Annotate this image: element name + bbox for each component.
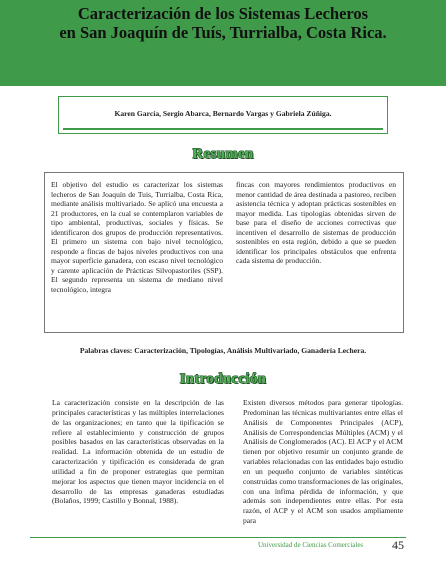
footer-university: Universidad de Ciencias Comerciales [258, 541, 364, 549]
abstract-left-column: El objetivo del estudio es caracterizar los sistemas lecheros de San Joaquín de Tuis, Turrialba, Costa Rica, mediante análisis multivariado. Se aplicó una encuesta a 21 productores, en la cual se contemplaron variables de tipo ambiental, productivas, sociales y físicas. Se identificaron dos grupos de producción representativos. El primero un sistema con bajo nivel tecnológico, responde a fincas de bajos niveles productivos con una mayor superficie ganadera, con escaso nivel tecnológico y carente aplicación de Prácticas Silvopastoriles (SSP). El segundo representa un sistema de mediano nivel tecnológico, integra [51, 180, 223, 295]
introduccion-heading: Introducción [179, 371, 267, 387]
authors: Karen García, Sergio Abarca, Bernardo Vargas y Gabriela Zúñiga. [114, 109, 332, 118]
keywords: Palabras claves: Caracterización, Tipologías, Análisis Multivariado, Ganadería Lechera. [79, 346, 367, 355]
footer-rule [30, 537, 406, 538]
page-number: 45 [392, 538, 404, 552]
title-line-1: Caracterización de los Sistemas Lecheros [77, 4, 369, 23]
intro-left-column: La caracterización consiste en la descripción de las principales características y las múltiples interrelaciones de las organizaciones; en tanto que la tipificación se refiere al establecimiento y construcción de grupos posibles basados en las características observadas en la realidad. La información obtenida de un estudio de caracterización y tipificación es considerada de gran utilidad a fin de proponer estrategias que permitan mejorar los aspectos que tienen mayor incidencia en el desarrollo de las empresas ganaderas estudiadas (Bolaños, 1999; Castillo y Bonnal, 1988). [52, 398, 224, 506]
title-line-2: en San Joaquín de Tuís, Turrialba, Costa Rica. [59, 23, 387, 42]
authors-box [58, 96, 388, 134]
article-title [0, 4, 446, 42]
intro-right-column: Existen diversos métodos para generar tipologías. Predominan las técnicas multivariantes entre ellas el Análisis de Componentes Principales (ACP), Análisis de Correspondencias Múltiples (ACM) y el Análisis de Conglomerados (AC). El ACP y el ACM tienen por objetivo resumir un conjunto grande de variables relacionadas con las entidades bajo estudio en un pequeño conjunto de variables sintéticas construidas como transformaciones de las originales, con una ínfima pérdida de información, y que además son independientes entre ellas. Por esta razón, el ACP y el ACM son usados ampliamente para [243, 398, 403, 526]
resumen-heading: Resumen [192, 146, 254, 162]
abstract-right-column: fincas con mayores rendimientos productivos en menor cantidad de área destinada a pastoreo, reciben asistencia técnica y adoptan prácticas sostenibles en mayor medida. Las tipologías obtenidas sirven de base para el diseño de acciones correctivas que incentiven el desarrollo de sistemas de producción sostenibles en esta región, debido a que se pueden identificar los principales obstáculos que enfrenta cada sistema de producción. [236, 180, 396, 266]
